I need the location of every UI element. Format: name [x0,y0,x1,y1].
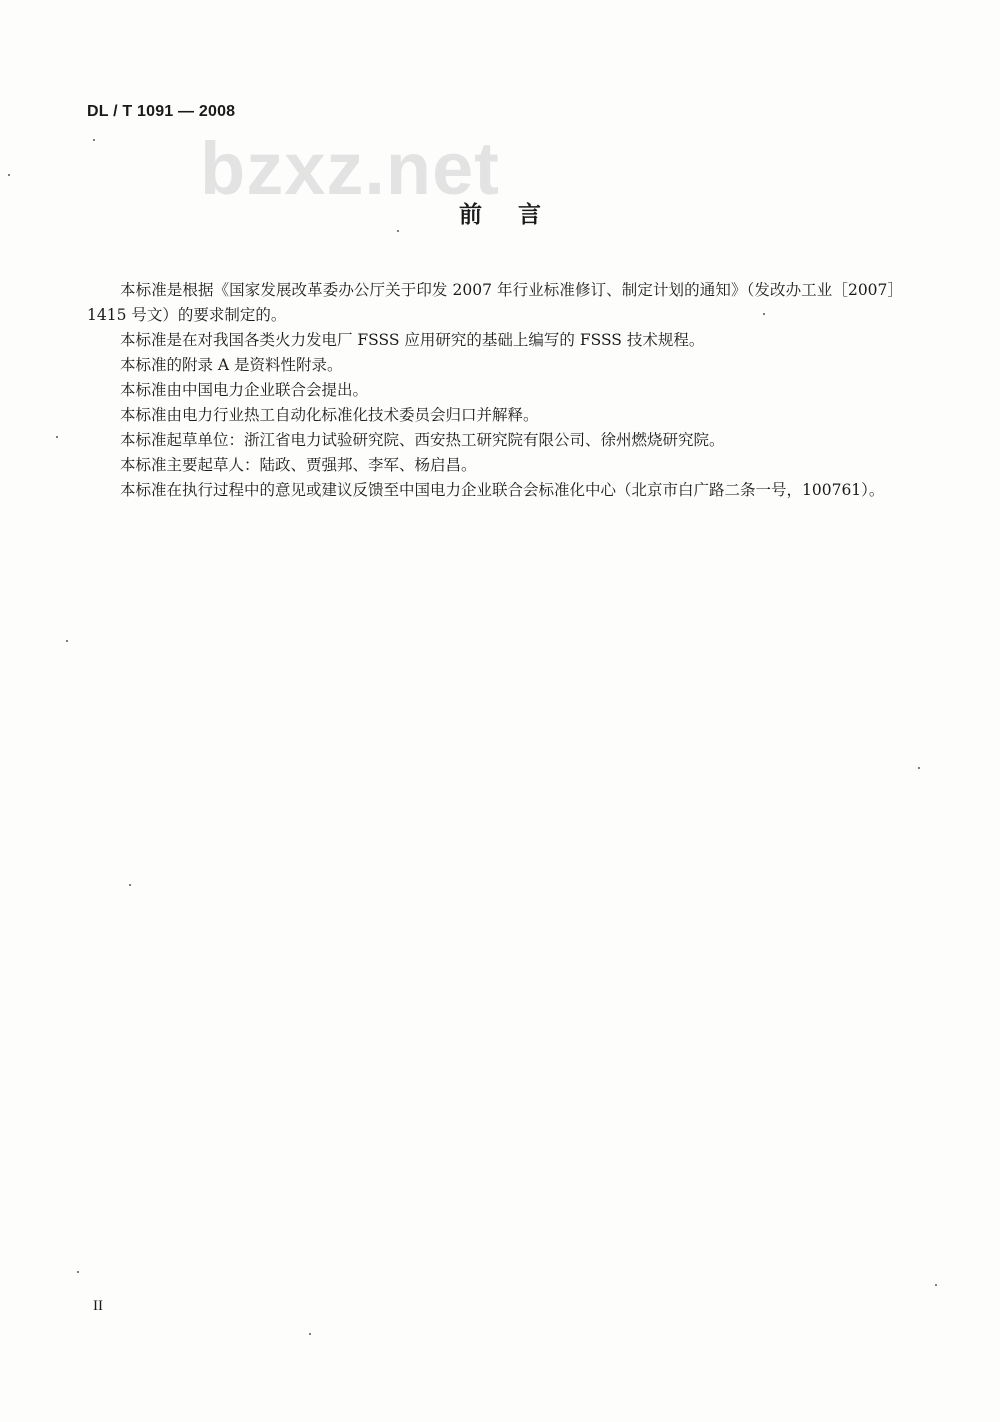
paragraph: 本标准是根据《国家发展改革委办公厅关于印发 2007 年行业标准修订、制定计划的通知》（发改办工业［2007］1415 号文）的要求制定的。 [87,281,903,324]
scan-speck [397,230,399,232]
document-code: DL / T 1091 — 2008 [87,103,236,120]
scan-speck [66,640,68,642]
paragraph: 本标准是在对我国各类火力发电厂 FSSS 应用研究的基础上编写的 FSSS 技术规程。 [120,331,705,349]
paragraph: 本标准主要起草人：陆政、贾强邦、李军、杨启昌。 [120,456,477,474]
scan-speck [56,436,58,438]
page-number: II [93,1298,103,1314]
scan-speck [77,1271,79,1273]
scan-speck [763,313,765,315]
paragraph: 本标准的附录 A 是资料性附录。 [120,356,343,374]
paragraph: 本标准由电力行业热工自动化标准化技术委员会归口并解释。 [120,406,539,424]
scan-speck [8,174,10,176]
scan-speck [935,1284,937,1286]
watermark: bzxz.net [200,127,500,210]
foreword-body [87,278,903,503]
section-title: 前言 [459,202,577,228]
scan-speck [918,767,920,769]
scan-speck [309,1333,311,1335]
scan-speck [93,139,95,141]
paragraph: 本标准在执行过程中的意见或建议反馈至中国电力企业联合会标准化中心（北京市白广路二条一号，100761）。 [120,481,885,499]
paragraph: 本标准由中国电力企业联合会提出。 [120,381,369,399]
paragraph: 本标准起草单位：浙江省电力试验研究院、西安热工研究院有限公司、徐州燃烧研究院。 [120,431,725,449]
scan-speck [129,884,131,886]
